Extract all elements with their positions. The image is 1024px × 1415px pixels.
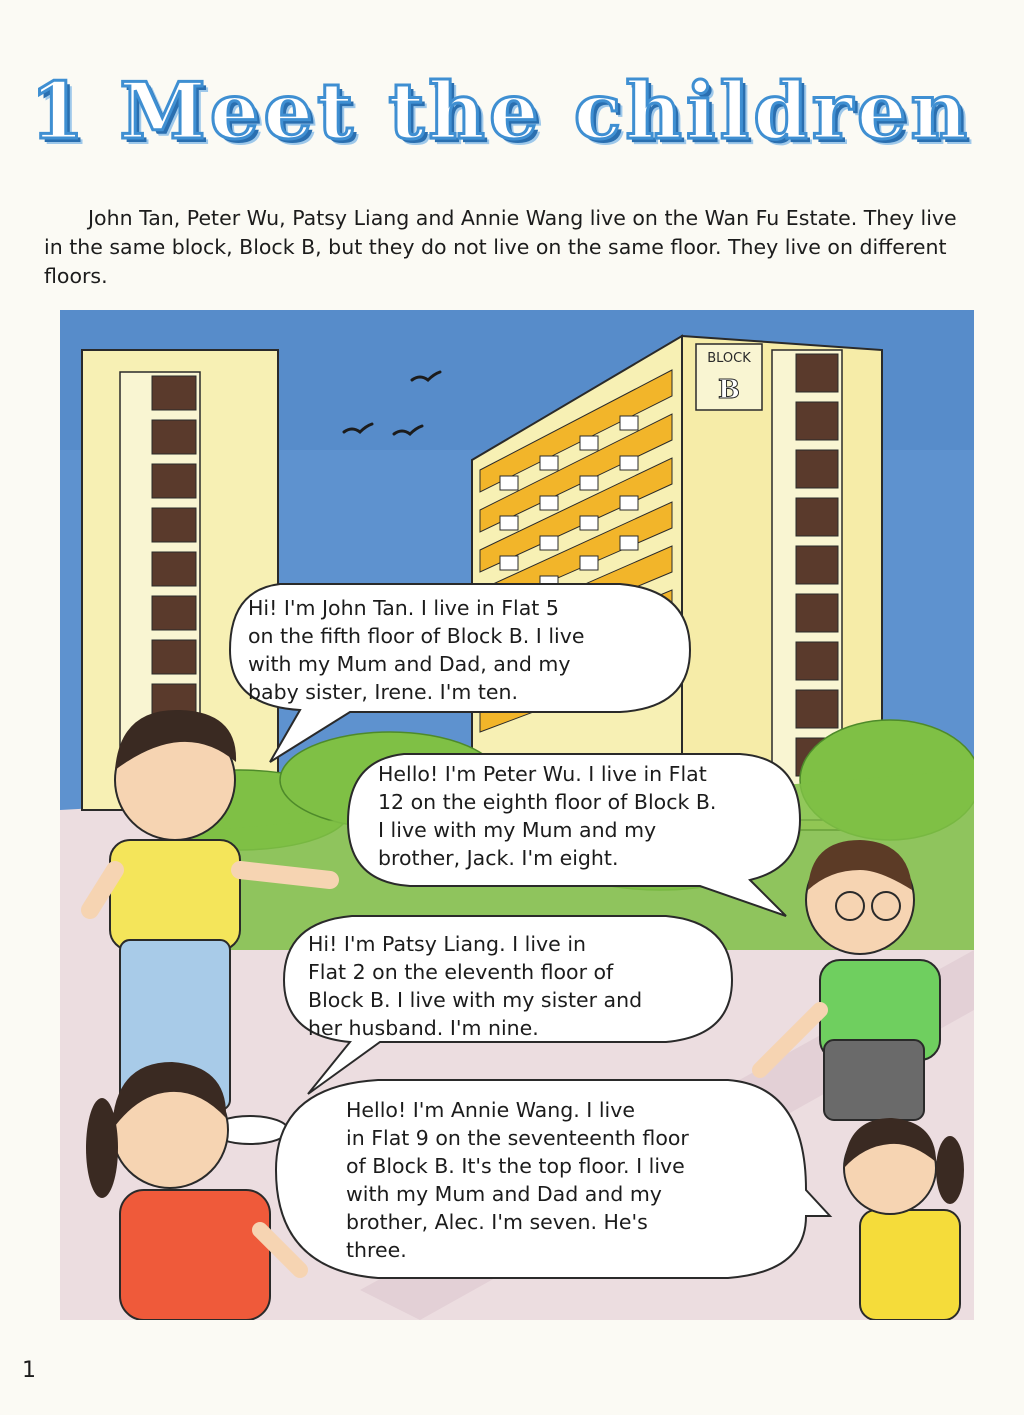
peter-speech: Hello! I'm Peter Wu. I live in Flat 12 on the eighth floor of Block B. I live with my Mum and my brother, Jack. I'm eight. (378, 762, 717, 870)
john-speech: Hi! I'm John Tan. I live in Flat 5 on the fifth floor of Block B. I live with my Mum and Dad, and my baby sister, Irene. I'm ten. (248, 596, 585, 704)
page-title: 1 Meet the children (30, 66, 972, 157)
annie-figure (844, 1118, 964, 1320)
patsy-speech: Hi! I'm Patsy Liang. I live in Flat 2 on the eleventh floor of Block B. I live with my sister and her husband. I'm nine. (308, 932, 643, 1040)
page-number: 1 (22, 1358, 36, 1383)
illustration (60, 310, 974, 1320)
block-sign-label: BLOCK (707, 351, 751, 366)
block-sign-letter: B (718, 375, 740, 405)
intro-paragraph: John Tan, Peter Wu, Patsy Liang and Annie Wang live on the Wan Fu Estate. They live in the same block, Block B, but they do not live on the same floor. They live on different floors. (44, 206, 957, 288)
annie-speech: Hello! I'm Annie Wang. I live in Flat 9 on the seventeenth floor of Block B. It's the top floor. I live with my Mum and Dad and my brother, Alec. I'm seven. He's three. (346, 1098, 689, 1262)
